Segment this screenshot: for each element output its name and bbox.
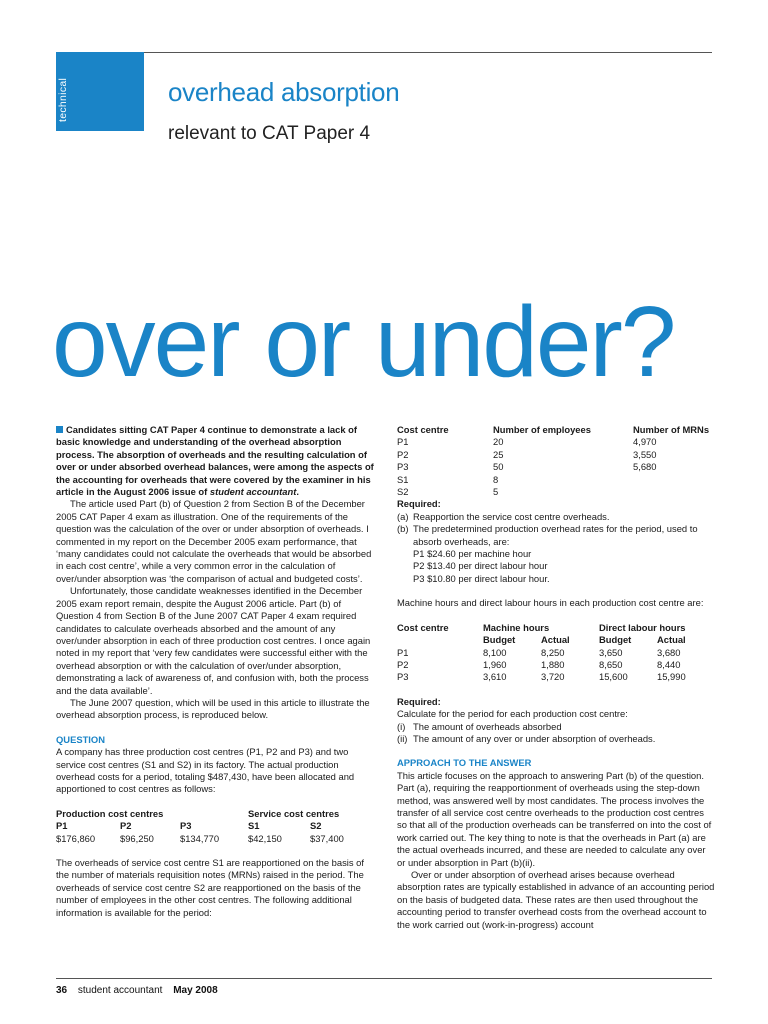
list-item xyxy=(397,721,715,733)
table-cell: 50 xyxy=(493,461,504,473)
table-header: Budget xyxy=(599,634,632,646)
table-cell: P1 xyxy=(397,436,409,448)
list-text: The predetermined production overhead rates for the period, used to absorb overheads, are: xyxy=(413,523,698,547)
table-cell: S1 xyxy=(397,473,409,485)
hours-table xyxy=(397,622,715,684)
table-cell: 8,440 xyxy=(657,658,681,670)
table-cell xyxy=(633,474,715,486)
list-item xyxy=(397,733,715,745)
table-cell: P1 xyxy=(397,646,409,658)
list-item xyxy=(397,511,715,523)
table-header: Cost centre xyxy=(397,424,449,435)
table-group-header: Direct labour hours xyxy=(599,621,686,633)
paragraph: This article focuses on the approach to answering Part (b) of the question. Part (a), requiring the reapportionment of overheads using the step-down method, was answered well by most candidates. The process involves the transfer of all service cost centre overheads to the production cost centres so that all of the production overheads can be transferred on into the cost of work carried out. The key thing to note is that the overheads in Part (a) are the actual overheads incurred, and these are needed to calculate any over or under absorption in Part (b)(ii). xyxy=(397,769,712,868)
table-cell: P2 xyxy=(397,448,409,460)
table-group-header: Production cost centres xyxy=(56,807,164,819)
intro-text: Candidates sitting CAT Paper 4 continue to demonstrate a lack of basic knowledge and understanding of the overhead absorption process. The absorption of overheads and the resulting calculation of over or under absorbed overhead balances, were among the aspects of the accounting for overheads that were covered by the examiner in his article in the August 2006 issue of xyxy=(56,424,374,498)
intro-italic: student accountant xyxy=(209,486,297,498)
table-cell: 20 xyxy=(493,436,504,448)
table-header: S1 xyxy=(248,820,260,832)
list-text: The amount of any over or under absorption of overheads. xyxy=(413,732,656,744)
headline: over or under? xyxy=(52,286,675,398)
table-row xyxy=(397,474,715,486)
table-cell: 1,880 xyxy=(541,658,565,670)
table-header: Budget xyxy=(483,634,516,646)
intro-end: . xyxy=(296,486,299,498)
table-cell: 5 xyxy=(493,486,499,498)
table-header: Actual xyxy=(541,634,570,646)
list-item xyxy=(397,523,715,548)
table-cell: 8,250 xyxy=(541,646,565,658)
table-cell: $37,400 xyxy=(310,832,344,844)
table-cell: P3 xyxy=(397,671,409,683)
table-header: Actual xyxy=(657,634,686,646)
table-row xyxy=(397,647,715,659)
list-text: The amount of overheads absorbed xyxy=(413,720,562,732)
table-header: Cost centre xyxy=(397,621,449,633)
table-cell: 3,650 xyxy=(599,646,623,658)
table-cell: 25 xyxy=(493,448,504,460)
table-cell: P2 xyxy=(397,658,409,670)
table-header: Number of employees xyxy=(493,424,591,435)
table-cell: 15,600 xyxy=(599,671,628,683)
paragraph: The overheads of service cost centre S1 are reapportioned on the basis of the number of materials requisition notes (MRNs) raised in the period. The overheads of service cost centre S2 are reapportioned on the basis of the number of employees in the other cost centres. The following additional information is available for the period: xyxy=(56,857,364,918)
table-cell xyxy=(633,486,715,498)
table-cell: 3,610 xyxy=(483,671,507,683)
list-label: (b) xyxy=(397,523,409,535)
table-header: P3 xyxy=(180,820,192,832)
table-group-header: Service cost centres xyxy=(248,807,340,819)
table-cell: 8 xyxy=(493,473,499,485)
required-heading: Required: xyxy=(397,695,441,707)
paragraph: Unfortunately, those candidate weaknesses identified in the December 2005 exam report remain, despite the August 2006 article. Part (b) of Question 4 from Section B of the June 2007 CAT Paper 4 exam required candidates to calculate overheads absorbed and the amount of any over/under absorption in each of three production cost centres. I once again noted in my report that ‘very few candidates were successful either with the overhead absorption or with the calculation of over/under absorption, demonstrating a lack of awareness of, and confusion with, both the process and the data available’. xyxy=(56,585,371,696)
table-header: P1 xyxy=(56,820,68,832)
table-cell: 15,990 xyxy=(657,671,686,683)
table-cell: 3,720 xyxy=(541,671,565,683)
table-header: Number of MRNs xyxy=(633,424,710,435)
list-label: (a) xyxy=(397,510,409,522)
list-label: (i) xyxy=(397,720,406,732)
paragraph: Calculate for the period for each production cost centre: xyxy=(397,708,628,720)
rate-line: P2 $13.40 per direct labour hour xyxy=(413,560,548,572)
table-cell: 8,650 xyxy=(599,658,623,670)
table-cell: $96,250 xyxy=(120,832,154,844)
table-cell: 3,680 xyxy=(657,646,681,658)
paragraph: A company has three production cost centres (P1, P2 and P3) and two service cost centres (S1 and S2) in its factory. The actual production overhead costs for a period, totaling $487,430, have been allocated and apportioned to cost centres as follows: xyxy=(56,746,355,795)
article-title: overhead absorption xyxy=(168,77,400,107)
required-heading: Required: xyxy=(397,498,441,510)
issue-date: May 2008 xyxy=(173,985,218,996)
right-column xyxy=(397,424,715,931)
table-header: P2 xyxy=(120,820,132,832)
question-heading: QUESTION xyxy=(56,733,105,745)
rate-line: P1 $24.60 per machine hour xyxy=(413,548,532,560)
table-row xyxy=(397,436,715,448)
table-cell: $176,860 xyxy=(56,832,96,844)
left-column xyxy=(56,424,374,919)
table-cell: 4,970 xyxy=(633,436,657,448)
paragraph: The article used Part (b) of Question 2 from Section B of the December 2005 CAT Paper 4 exam as illustration. One of the requirements of the question was the calculation of the over or under absorption of overheads. I commented in my report on the December 2005 exam performance, that ‘many candidates could not calculate the overheads that would be absorbed in each cost centre’, while a very common error in the calculation of over/under absorption was ‘the comparison of actual and budgeted costs’. xyxy=(56,498,372,584)
publication-name: student accountant xyxy=(77,985,163,996)
article-subtitle: relevant to CAT Paper 4 xyxy=(168,123,371,144)
table-cell: P3 xyxy=(397,461,409,473)
table-cell: 1,960 xyxy=(483,658,507,670)
paragraph: Machine hours and direct labour hours in each production cost centre are: xyxy=(397,597,704,609)
table-cell: 5,680 xyxy=(633,461,657,473)
table-header: S2 xyxy=(310,820,322,832)
page-number: 36 xyxy=(56,985,68,996)
bullet-square-icon xyxy=(56,426,63,433)
list-text: Reapportion the service cost centre overheads. xyxy=(413,510,610,522)
intro-paragraph xyxy=(56,424,374,498)
table-group-header: Machine hours xyxy=(483,621,550,633)
footer-rule xyxy=(56,978,712,979)
approach-heading: APPROACH TO THE ANSWER xyxy=(397,757,532,769)
table-cell: 3,550 xyxy=(633,448,657,460)
table-cell: $42,150 xyxy=(248,832,282,844)
rate-line: P3 $10.80 per direct labour hour. xyxy=(413,572,550,584)
table-cell: S2 xyxy=(397,486,409,498)
paragraph: Over or under absorption of overhead arises because overhead absorption rates are typically established in advance of an accounting period on the basis of budgeted data. These rates are then used throughout the accounting period to transfer overhead costs from the overhead account to the work carried out (work-in-progress) account xyxy=(397,869,715,930)
table-cell: 8,100 xyxy=(483,646,507,658)
cost-centre-table xyxy=(56,808,356,845)
table-row xyxy=(397,449,715,461)
list-label: (ii) xyxy=(397,732,408,744)
employees-table xyxy=(397,424,715,498)
paragraph: The June 2007 question, which will be used in this article to illustrate the overhead absorption process, is reproduced below. xyxy=(56,696,370,721)
table-row xyxy=(397,486,715,498)
table-cell: $134,770 xyxy=(180,832,220,844)
table-row xyxy=(56,833,356,845)
section-tab-label: technical xyxy=(57,77,69,122)
footer xyxy=(56,985,218,996)
table-row xyxy=(397,461,715,473)
table-row xyxy=(397,659,715,671)
top-rule xyxy=(56,52,712,53)
table-row xyxy=(397,671,715,683)
